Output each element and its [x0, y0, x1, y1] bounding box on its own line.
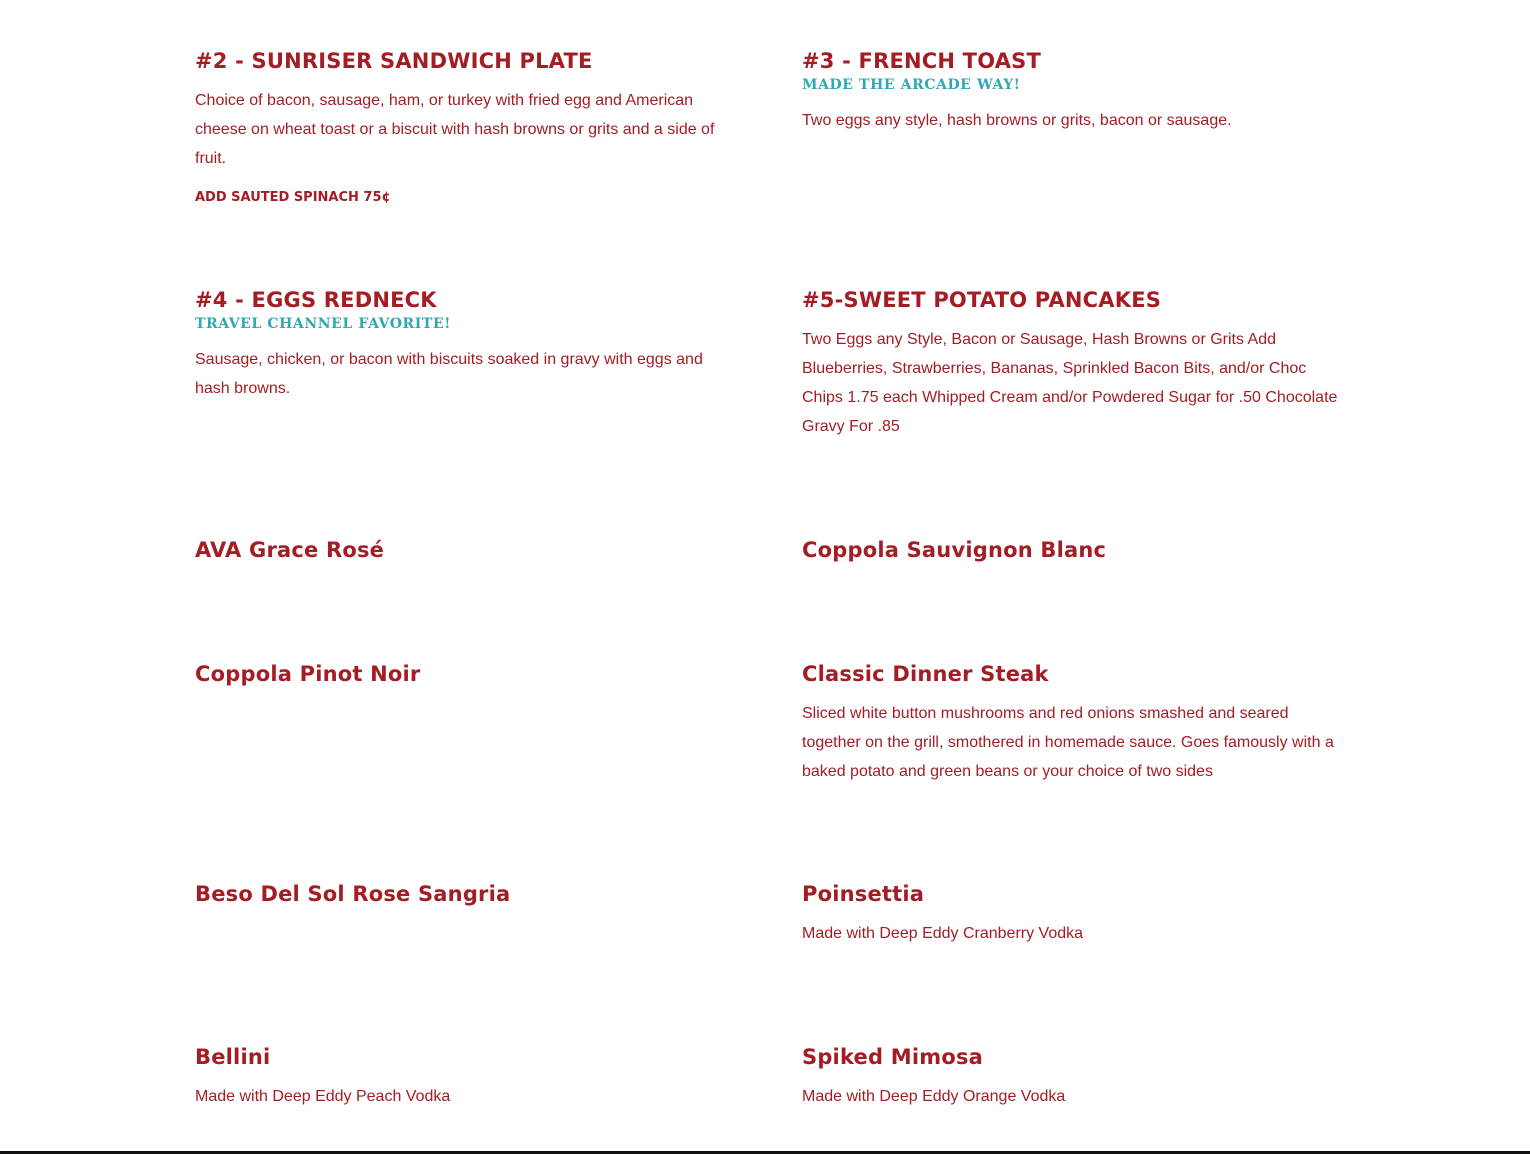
menu-item-title: Spiked Mimosa — [802, 1045, 984, 1069]
menu-item-description: Sausage, chicken, or bacon with biscuits soaked in gravy with eggs and hash browns. — [195, 351, 703, 397]
menu-item-title: Coppola Pinot Noir — [195, 662, 421, 686]
menu-item-title: #5-SWEET POTATO PANCAKES — [802, 288, 1162, 312]
menu-item-sweet-potato-pancakes — [802, 287, 1342, 441]
menu-item-title: Classic Dinner Steak — [802, 662, 1049, 686]
menu-item-beso-del-sol-rose-sangria — [195, 881, 735, 907]
menu-item-coppola-sauvignon-blanc — [802, 537, 1342, 563]
menu-item-bellini — [195, 1044, 735, 1111]
menu-item-tagline: MADE THE ARCADE WAY! — [802, 77, 1021, 93]
menu-item-title: Bellini — [195, 1045, 271, 1069]
menu-item-description: Sliced white button mushrooms and red onions smashed and seared together on the grill, smothered in homemade sauce. Goes famously with a baked potato and green beans or your choice of two sides — [802, 705, 1334, 780]
menu-item-classic-dinner-steak — [802, 661, 1342, 786]
menu-item-description: Choice of bacon, sausage, ham, or turkey with fried egg and American cheese on wheat toast or a biscuit with hash browns or grits and a side of fruit. — [195, 92, 715, 167]
menu-item-spiked-mimosa — [802, 1044, 1342, 1111]
menu-item-tagline: TRAVEL CHANNEL FAVORITE! — [195, 316, 451, 332]
menu-item-title: #3 - FRENCH TOAST — [802, 49, 1041, 73]
menu-item-eggs-redneck — [195, 287, 735, 403]
menu-item-title: Coppola Sauvignon Blanc — [802, 538, 1107, 562]
menu-item-title: #4 - EGGS REDNECK — [195, 288, 437, 312]
menu-item-title: AVA Grace Rosé — [195, 538, 385, 562]
menu-item-description: Made with Deep Eddy Peach Vodka — [195, 1088, 451, 1105]
menu-item-title: Beso Del Sol Rose Sangria — [195, 882, 511, 906]
menu-item-description: Made with Deep Eddy Cranberry Vodka — [802, 925, 1084, 942]
menu-item-coppola-pinot-noir — [195, 661, 735, 687]
menu-item-description: Made with Deep Eddy Orange Vodka — [802, 1088, 1066, 1105]
menu-item-addon: ADD SAUTED SPINACH 75¢ — [195, 190, 391, 205]
menu-item-sunriser-sandwich-plate — [195, 48, 735, 207]
menu-item-description: Two eggs any style, hash browns or grits, bacon or sausage. — [802, 112, 1232, 129]
menu-item-description: Two Eggs any Style, Bacon or Sausage, Hash Browns or Grits Add Blueberries, Strawberries, Bananas, Sprinkled Bacon Bits, and/or Choc Chips 1.75 each Whipped Cream and/or Powdered Sugar for .50 Chocolate Gravy For .85 — [802, 331, 1338, 435]
menu-item-title: Poinsettia — [802, 882, 925, 906]
menu-item-ava-grace-rose — [195, 537, 735, 563]
menu-item-french-toast — [802, 48, 1342, 135]
menu-item-title: #2 - SUNRISER SANDWICH PLATE — [195, 49, 593, 73]
menu-item-poinsettia — [802, 881, 1342, 948]
